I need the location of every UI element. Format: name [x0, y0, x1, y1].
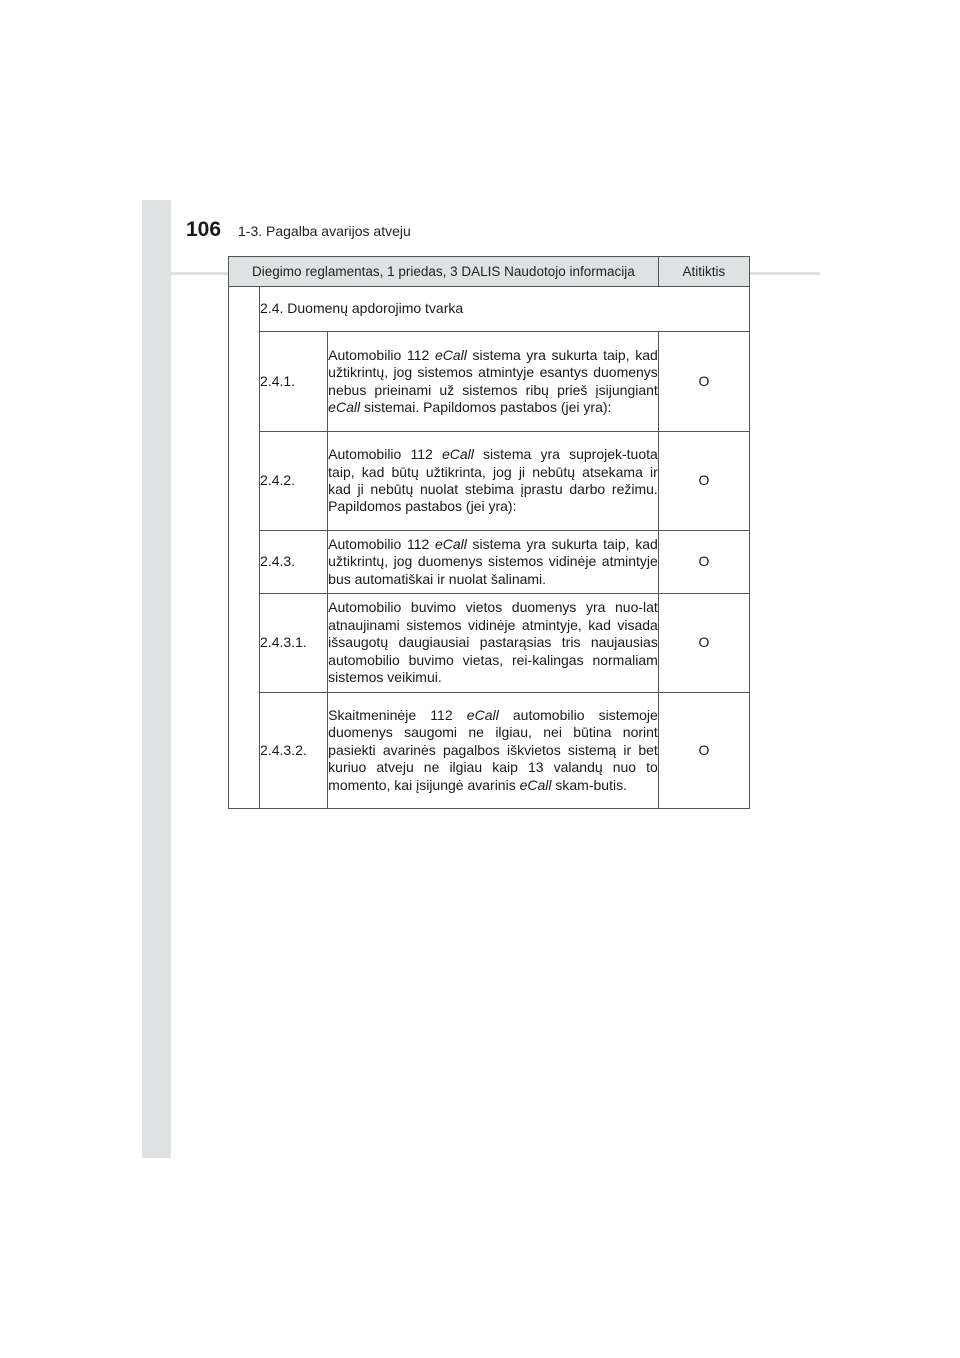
row-description: Automobilio 112 eCall sistema yra sukurta taip, kad užtikrintų, jog sistemos atmintyje esantys duomenys nebus prieinami už sistemos ribų prieš įsijungiant eCall sistemai. Papildomos pastabos (jei yra): — [328, 332, 659, 432]
section-title: 1-3. Pagalba avarijos atveju — [238, 223, 411, 239]
table-subheading-row — [229, 287, 750, 332]
row-compliance-mark: O — [658, 531, 749, 594]
table-header-row — [229, 257, 750, 287]
row-compliance-mark: O — [658, 332, 749, 432]
row-description: Automobilio buvimo vietos duomenys yra nuo-lat atnaujinami sistemos vidinėje atmintyje, kad visada išsaugotų daugiausiai pastarąsias tris naujausias automobilio buvimo vietas, rei-kalingas normaliam sistemos veikimui. — [328, 594, 659, 693]
row-description: Automobilio 112 eCall sistema yra suprojek-tuota taip, kad būtų užtikrinta, jog ji nebūtų atsekama ir kad ji nebūtų nuolat stebima įprastu darbo režimu. Papildomos pastabos (jei yra): — [328, 432, 659, 531]
page-number: 106 — [186, 218, 222, 241]
header-compliance: Atitiktis — [658, 257, 749, 287]
row-compliance-mark: O — [658, 693, 749, 809]
user-information-table — [228, 256, 750, 809]
row-number: 2.4.3.1. — [260, 594, 328, 693]
subheading: 2.4. Duomenų apdorojimo tvarka — [260, 287, 750, 332]
table-row — [229, 432, 750, 531]
row-number: 2.4.3. — [260, 531, 328, 594]
header-regulation: Diegimo reglamentas, 1 priedas, 3 DALIS Naudotojo informacija — [229, 257, 659, 287]
table-row — [229, 531, 750, 594]
row-compliance-mark: O — [658, 594, 749, 693]
table-row — [229, 594, 750, 693]
row-number: 2.4.1. — [260, 332, 328, 432]
row-description: Skaitmeninėje 112 eCall automobilio sistemoje duomenys saugomi ne ilgiau, nei būtina norint pasiekti avarinės pagalbos iškvietos sistemą ir bet kuriuo atveju ne ilgiau kaip 13 valandų nuo to momento, kai įsijungė avarinis eCall skam-butis. — [328, 693, 659, 809]
blank-column-cell — [229, 287, 260, 809]
row-description: Automobilio 112 eCall sistema yra sukurta taip, kad užtikrintų, jog duomenys sistemos vidinėje atmintyje bus automatiškai ir nuolat šalinami. — [328, 531, 659, 594]
table-row — [229, 693, 750, 809]
table-row — [229, 332, 750, 432]
row-number: 2.4.2. — [260, 432, 328, 531]
row-compliance-mark: O — [658, 432, 749, 531]
row-number: 2.4.3.2. — [260, 693, 328, 809]
side-strip — [142, 200, 171, 1158]
